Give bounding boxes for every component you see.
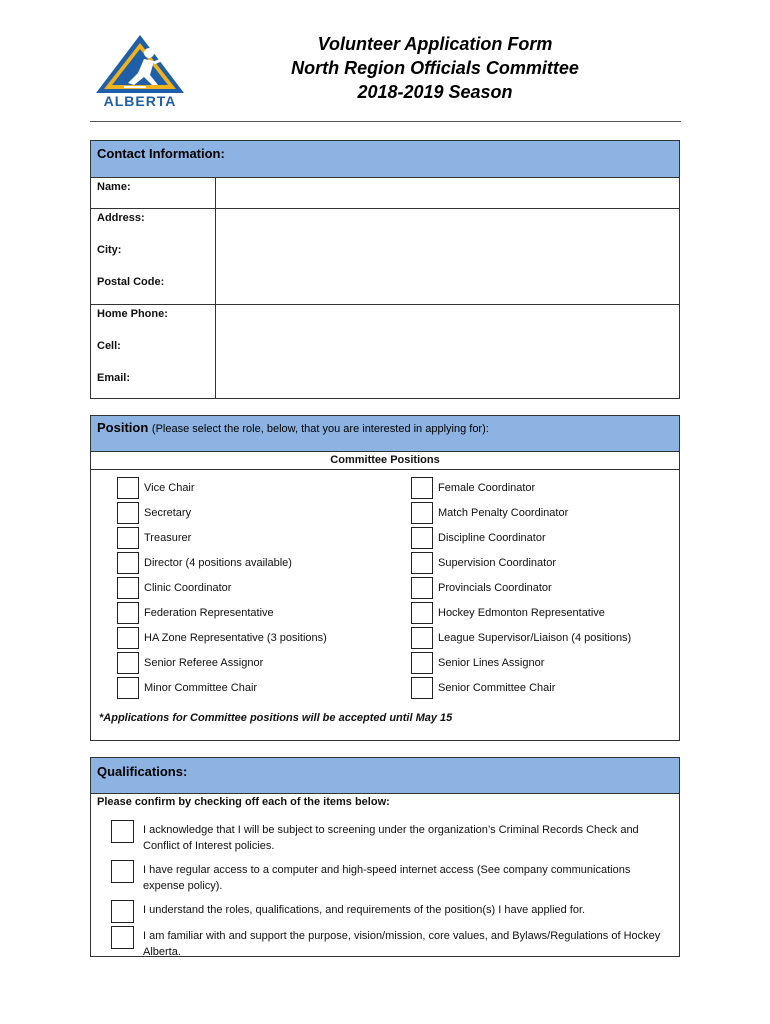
email-label: Email: <box>97 372 131 384</box>
position-header-title: Position <box>97 420 149 435</box>
position-label: Discipline Coordinator <box>438 532 546 544</box>
position-label: Senior Referee Assignor <box>144 657 264 669</box>
logo-wordmark: ALBERTA <box>103 93 177 109</box>
position-checkbox[interactable] <box>117 652 139 674</box>
position-checkbox[interactable] <box>117 627 139 649</box>
position-checkbox[interactable] <box>117 602 139 624</box>
address-row <box>91 209 679 305</box>
name-label: Name: <box>97 181 131 193</box>
position-label: League Supervisor/Liaison (4 positions) <box>438 632 632 644</box>
position-label: Secretary <box>144 507 192 519</box>
position-checkbox[interactable] <box>117 577 139 599</box>
city-label: City: <box>97 244 122 256</box>
address-field[interactable] <box>217 209 679 304</box>
phone-row <box>91 305 679 399</box>
qualification-checkbox[interactable] <box>111 926 134 949</box>
address-label: Address: <box>97 212 145 224</box>
header-divider <box>90 121 681 122</box>
cell-label: Cell: <box>97 340 121 352</box>
name-field[interactable] <box>217 178 679 208</box>
committee-positions-heading: Committee Positions <box>91 452 679 470</box>
qualification-checkbox[interactable] <box>111 860 134 883</box>
name-row <box>91 178 679 209</box>
title-line-2: North Region Officials Committee <box>291 58 579 78</box>
hockey-alberta-logo <box>94 33 186 111</box>
position-label: Senior Lines Assignor <box>438 657 545 669</box>
qualifications-section <box>90 757 680 957</box>
position-header-instruction: (Please select the role, below, that you are interested in applying for): <box>151 423 489 435</box>
position-checkbox[interactable] <box>117 527 139 549</box>
position-checkbox[interactable] <box>411 677 433 699</box>
position-checkbox[interactable] <box>411 477 433 499</box>
position-checkbox[interactable] <box>117 677 139 699</box>
qualification-checkbox[interactable] <box>111 820 134 843</box>
position-label: Treasurer <box>144 532 192 544</box>
qualifications-instruction: Please confirm by checking off each of the items below: <box>97 796 390 808</box>
contact-header: Contact Information: <box>91 141 679 178</box>
position-label: Female Coordinator <box>438 482 536 494</box>
qualification-text: I am familiar with and support the purpose, vision/mission, core values, and Bylaws/Regulations of Hockey Alberta. <box>143 930 661 958</box>
position-label: Minor Committee Chair <box>144 682 258 694</box>
position-label: Federation Representative <box>144 607 274 619</box>
title-line-1: Volunteer Application Form <box>317 34 553 54</box>
contact-section <box>90 140 680 399</box>
qualification-text: I acknowledge that I will be subject to screening under the organization’s Criminal Records Check and Conflict of Interest policies. <box>143 824 639 852</box>
position-checkbox[interactable] <box>411 652 433 674</box>
position-label: Senior Committee Chair <box>438 682 556 694</box>
position-section <box>90 415 680 741</box>
application-deadline-note: *Applications for Committee positions will be accepted until May 15 <box>99 712 453 724</box>
position-checkbox[interactable] <box>411 577 433 599</box>
qualifications-header: Qualifications: <box>91 758 679 794</box>
position-label: Vice Chair <box>144 482 195 494</box>
position-label: Hockey Edmonton Representative <box>438 607 605 619</box>
position-checkbox[interactable] <box>117 477 139 499</box>
form-title <box>250 32 620 104</box>
position-label: HA Zone Representative (3 positions) <box>144 632 327 644</box>
qualification-text: I understand the roles, qualifications, and requirements of the position(s) I have applied for. <box>143 904 586 916</box>
position-checkbox[interactable] <box>411 552 433 574</box>
title-line-3: 2018-2019 Season <box>357 82 513 102</box>
position-checkbox[interactable] <box>411 527 433 549</box>
position-checkbox[interactable] <box>117 502 139 524</box>
position-label: Match Penalty Coordinator <box>438 507 569 519</box>
position-label: Clinic Coordinator <box>144 582 232 594</box>
position-checkbox[interactable] <box>411 502 433 524</box>
position-checkbox[interactable] <box>117 552 139 574</box>
postal-code-label: Postal Code: <box>97 276 165 288</box>
position-label: Supervision Coordinator <box>438 557 557 569</box>
qualification-text: I have regular access to a computer and high-speed internet access (See company communications expense policy). <box>143 864 631 892</box>
position-checkbox[interactable] <box>411 602 433 624</box>
position-checkbox[interactable] <box>411 627 433 649</box>
phone-email-field[interactable] <box>217 305 679 399</box>
position-label: Provincials Coordinator <box>438 582 552 594</box>
home-phone-label: Home Phone: <box>97 308 168 320</box>
qualification-checkbox[interactable] <box>111 900 134 923</box>
position-header <box>91 416 679 452</box>
position-label: Director (4 positions available) <box>144 557 292 569</box>
